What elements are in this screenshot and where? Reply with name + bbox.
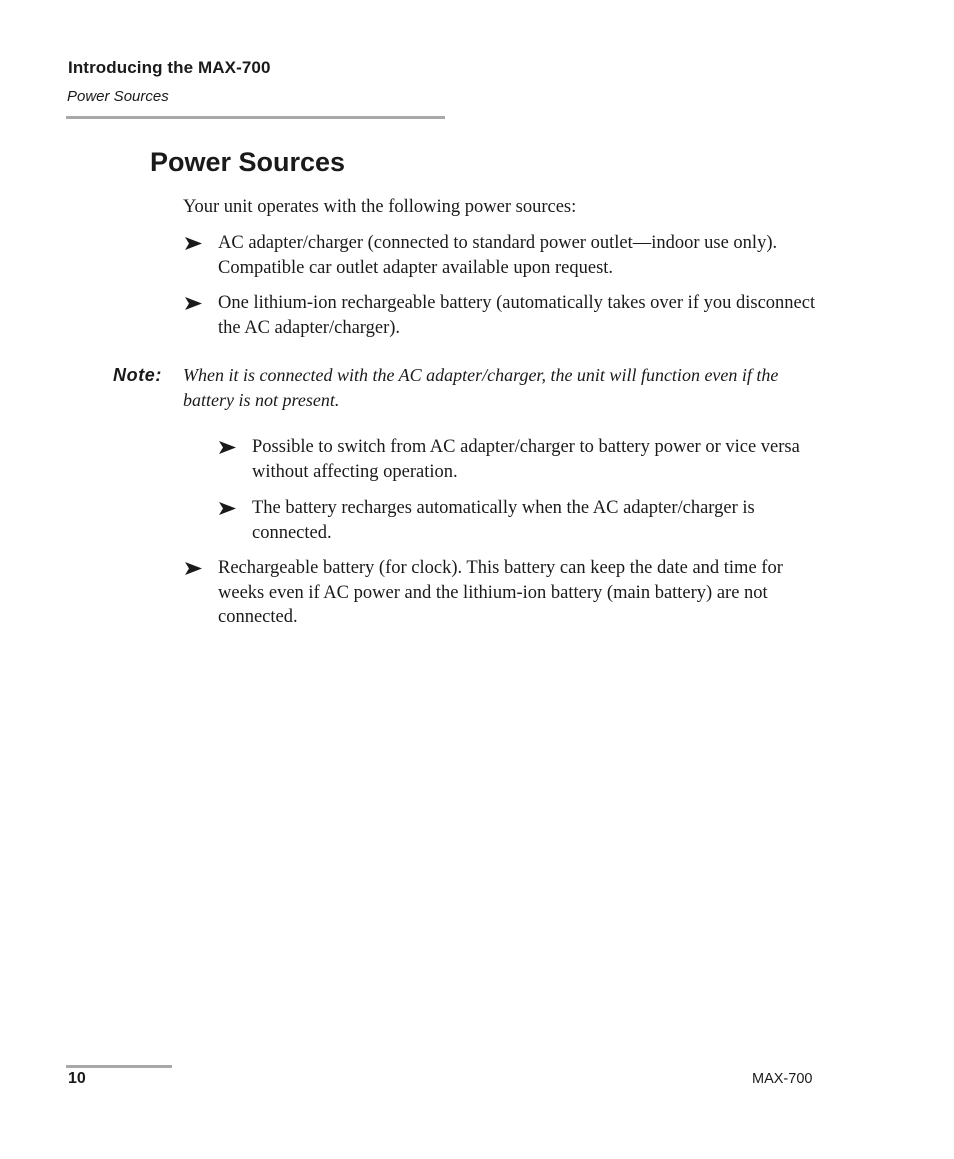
note-text: When it is connected with the AC adapter/charger, the unit will function even if the battery is not present. [183,365,779,410]
bullet-text: The battery recharges automatically when the AC adapter/charger is connected. [252,498,755,543]
page-title: Power Sources [150,147,346,177]
arrow-bullet-icon [217,435,239,459]
footer-rule [66,1065,172,1068]
note-label: Note: [113,365,162,385]
bullet-text: Rechargeable battery (for clock). This battery can keep the date and time for weeks even if AC power and the lithium-ion battery (main battery) are not connected. [218,558,783,627]
header-rule [66,116,445,119]
arrow-bullet-icon [183,556,205,580]
running-header-section: Power Sources [67,88,169,105]
bullet-item-lithium-battery [183,291,818,341]
footer-doc-name: MAX-700 [752,1071,813,1087]
bullet-text: Possible to switch from AC adapter/charger to battery power or vice versa without affecting operation. [252,437,800,482]
page-number: 10 [68,1070,86,1087]
bullet-item-clock-battery [183,556,818,631]
sub-bullet-item-recharge [217,496,817,546]
sub-bullet-item-switch [217,435,817,485]
arrow-bullet-icon [183,291,205,315]
intro-paragraph: Your unit operates with the following power sources: [183,197,577,217]
bullet-text: One lithium-ion rechargeable battery (automatically takes over if you disconnect the AC adapter/charger). [218,293,816,338]
bullet-item-ac-adapter [183,231,818,281]
arrow-bullet-icon [217,496,239,520]
arrow-bullet-icon [183,231,205,255]
running-header-chapter: Introducing the MAX-700 [68,58,271,77]
bullet-text: AC adapter/charger (connected to standard power outlet—indoor use only). Compatible car outlet adapter available upon request. [218,233,778,278]
